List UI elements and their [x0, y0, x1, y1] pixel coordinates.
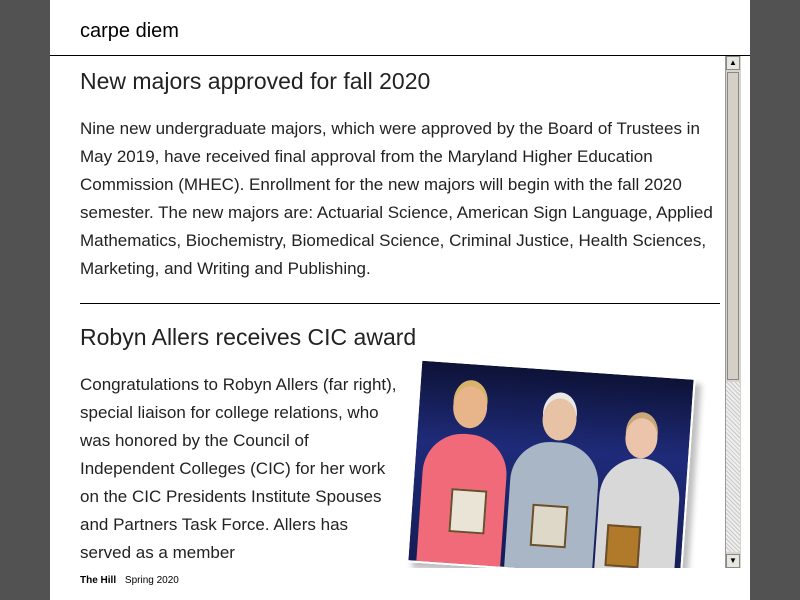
article-body: Congratulations to Robyn Allers (far right), special liaison for college relations, who was honored by the Council of Independent Colleges (CIC) for her work on the CIC Presidents Institute Spouses and Partners Task Force. Allers has served as a member [80, 375, 397, 562]
page [50, 0, 750, 600]
scroll-up-button[interactable]: ▲ [726, 56, 740, 70]
person-center [503, 439, 600, 568]
plaque-center [530, 504, 569, 548]
person-right-head [624, 417, 659, 459]
site-title: carpe diem [80, 20, 179, 42]
header [50, 0, 750, 56]
article-title: Robyn Allers receives CIC award [80, 324, 417, 350]
footer-magazine: The Hill [80, 575, 117, 586]
article-body: Nine new undergraduate majors, which were approved by the Board of Trustees in May 2019, have received final approval from the Maryland Higher Education Commission (MHEC). Enrollment for the new majors will begin with the fall 2020 semester. The new majors are: Actuarial Science, American Sign Language, Applied Mathematics, Biochemistry, Biomedical Science, Criminal Justice, Health Sciences, Marketing, and Writing and Publishing. [80, 119, 713, 278]
person-center-head [541, 397, 578, 441]
scroll-track[interactable] [726, 382, 740, 552]
award-photo [406, 359, 696, 568]
scroll-thumb[interactable] [727, 72, 739, 380]
article-title: New majors approved for fall 2020 [80, 68, 431, 94]
vertical-scrollbar[interactable] [725, 56, 741, 568]
scroll-down-button[interactable]: ▼ [726, 554, 740, 568]
person-left-head [452, 385, 489, 429]
plaque-left [448, 488, 487, 534]
footer-issue: Spring 2020 [124, 575, 179, 586]
footer [80, 575, 179, 586]
plaque-right [604, 524, 641, 568]
article-content[interactable] [50, 56, 725, 568]
article-new-majors [80, 68, 720, 283]
divider [80, 303, 720, 304]
